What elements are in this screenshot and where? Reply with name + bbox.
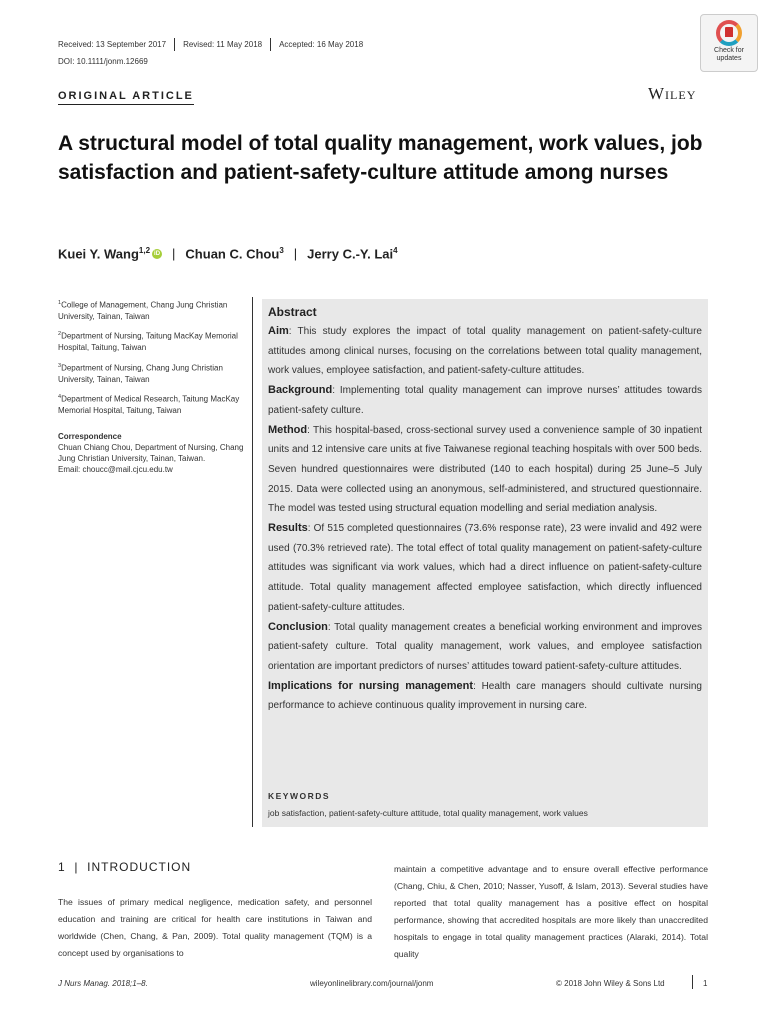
author-separator: | xyxy=(293,246,298,262)
abstract-heading: Abstract xyxy=(268,305,317,319)
page-number: 1 xyxy=(703,979,708,988)
keywords-list: job satisfaction, patient-safety-culture attitude, total quality management, work values xyxy=(268,808,588,818)
orcid-icon[interactable]: iD xyxy=(154,250,161,257)
author-name[interactable]: Kuei Y. Wang$^{1,2}$ xyxy=(58,246,151,262)
abstract-divider xyxy=(252,297,253,827)
section-heading: 1 | INTRODUCTION xyxy=(58,860,192,874)
page-divider xyxy=(692,975,693,989)
publisher-logo: Wiley xyxy=(648,84,697,103)
affiliation: $^3$Department of Nursing, Chang Jung Christian University, Tainan, Taiwan xyxy=(58,363,223,384)
body-paragraph-right: maintain a competitive advantage and to ensure overall effective performance (Chang, Chiu, & Chen, 2010; Nasser, Yusoff, & Islam, 2013). Several studies have reported that total quality management has a positive effect on hospital performance, showing that accredited hospitals are more likely than unaccredited hospitals to engage in total quality management practices (Alaraki, 2014). Total quality xyxy=(394,864,708,960)
author-name[interactable]: Chuan C. Chou$^3$ xyxy=(185,246,284,262)
keywords-heading: KEYWORDS xyxy=(268,791,331,801)
badge-line-1: Check for xyxy=(714,47,744,54)
journal-url[interactable]: wileyonlinelibrary.com/journal/jonm xyxy=(310,979,434,988)
article-title: A structural model of total quality management, work values, job satisfaction and patient-safety-culture attitude among nurses xyxy=(58,132,703,184)
author-separator: | xyxy=(172,246,176,262)
article-type: ORIGINAL ARTICLE xyxy=(58,90,194,105)
publication-dates xyxy=(58,38,371,51)
correspondence-email[interactable]: Email: choucc@mail.cjcu.edu.tw xyxy=(58,465,173,474)
crossmark-icon xyxy=(716,20,742,46)
affiliation: $^1$College of Management, Chang Jung Christian University, Tainan, Taiwan xyxy=(58,300,228,321)
accepted-date: Accepted: 16 May 2018 xyxy=(270,38,371,51)
received-date: Received: 13 September 2017 xyxy=(58,40,167,49)
affiliation: $^4$Department of Medical Research, Taitung MacKay Memorial Hospital, Taitung, Taiwan xyxy=(58,394,240,415)
correspondence-heading: Correspondence xyxy=(58,432,122,441)
affiliation: $^2$Department of Nursing, Taitung MacKay Memorial Hospital, Taitung, Taiwan xyxy=(58,331,238,352)
revised-date: Revised: 11 May 2018 xyxy=(174,38,270,51)
journal-citation: J Nurs Manag. 2018;1–8. xyxy=(58,979,148,988)
author-name[interactable]: Jerry C.-Y. Lai$^4$ xyxy=(307,246,398,262)
badge-line-2: updates xyxy=(716,55,742,62)
copyright: © 2018 John Wiley & Sons Ltd xyxy=(556,979,665,988)
body-paragraph-left: The issues of primary medical negligence, medication safety, and personnel education and training are critical for health care institutions in Taiwan and worldwide (Chen, Chang, & Pan, 2009). Total quality management (TQM) is a concept used by organisations to xyxy=(58,897,372,959)
check-for-updates-button[interactable] xyxy=(700,14,758,72)
author-list xyxy=(58,246,398,261)
doi-link[interactable]: DOI: 10.1111/jonm.12669 xyxy=(58,57,148,66)
correspondence xyxy=(58,431,248,475)
abstract-body: Aim: This study explores the impact of total quality management on patient-safety-culture attitudes among clinical nurses, focusing on the correlations between total quality management, work values, employee satisfaction, and patient-safety-culture attitudes. Background: Implementing total quality management can improve nurses’ attitudes towards patient-safety culture. Method: This hospital-based, cross-sectional survey used a convenience sample of 30 inpatient units and 12 intensive care units at five Taiwanese regional teaching hospitals with over 500 beds. Seven hundred questionnaires were distributed (140 to each hospital) during 25 June–5 July 2015. Data were collected using an anonymous, self-administered, and structured questionnaire. The model was tested using structural equation modelling and serial mediation analysis. Results: Of 515 completed questionnaires (73.6% response rate), 23 were invalid and 492 were used (70.3% retrieved rate). The total effect of total quality management on patient-safety-culture attitudes was significant via work values, which had a direct influence on patient-safety-culture attitude. Total quality management affected employee satisfaction, which directly influenced patient-safety-culture attitudes. Conclusion: Total quality management creates a beneficial working environment and improves patient-safety culture. Total quality management, work values, and employee satisfaction orientation are important predictors of nurses’ attitudes toward patient-safety-culture attitudes. Implications for nursing management: Health care managers should cultivate nursing performance to achieve continuous quality improvement in nursing care. xyxy=(268,325,702,712)
correspondence-address: Chuan Chiang Chou, Department of Nursing, Chang Jung Christian University, Tainan, Taiwan. xyxy=(58,443,244,463)
